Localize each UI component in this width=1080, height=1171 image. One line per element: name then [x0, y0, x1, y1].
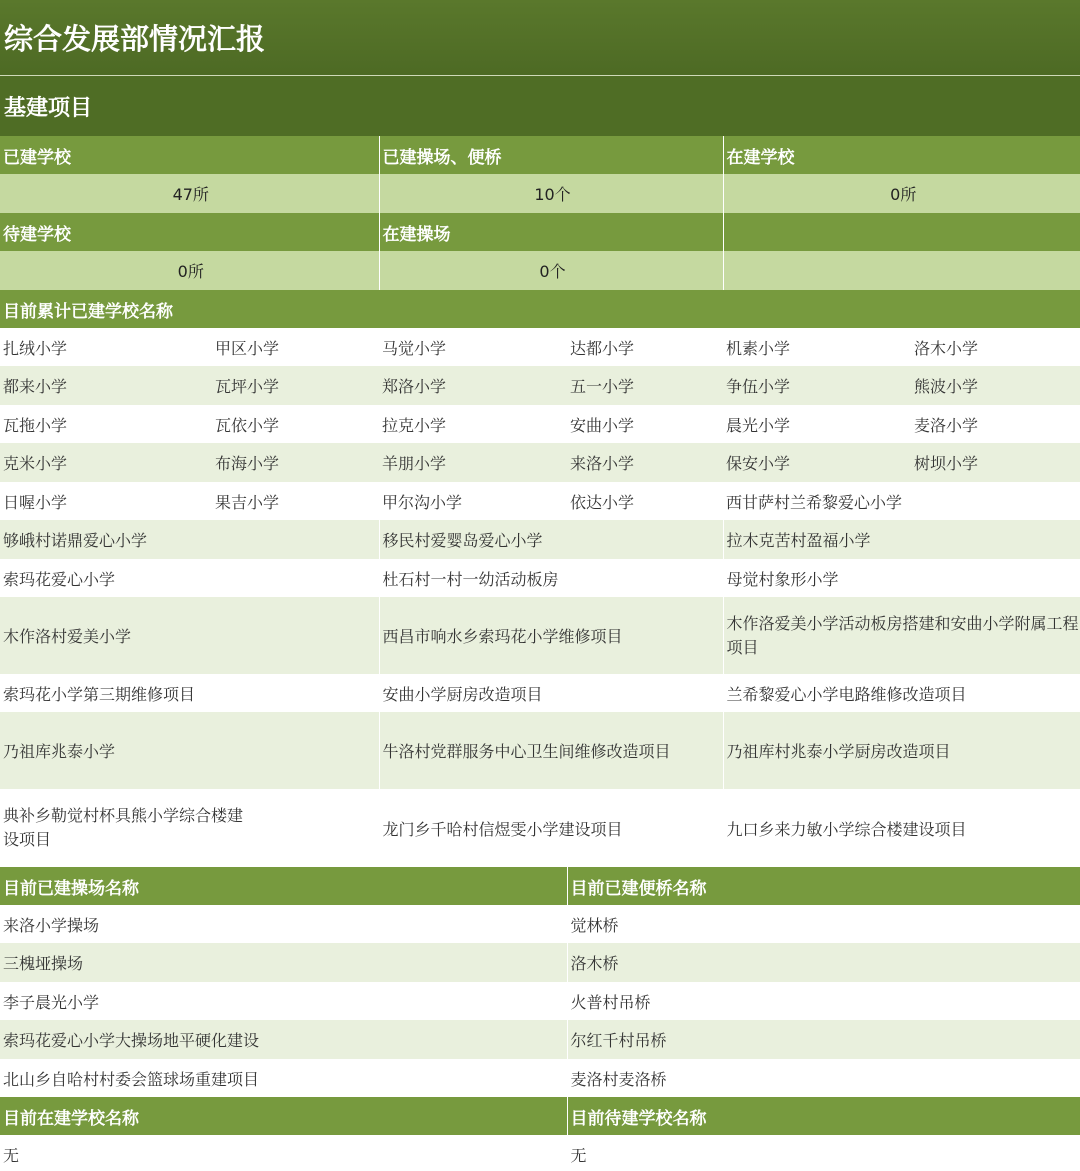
project-cell: 够峨村诺鼎爱心小学	[0, 520, 379, 559]
schools-table	[0, 290, 1080, 520]
playground-cell: 三槐垭操场	[0, 943, 567, 982]
school-cell: 达都小学	[567, 328, 723, 366]
school-cell: 布海小学	[212, 443, 379, 482]
project-cell: 安曲小学厨房改造项目	[379, 674, 723, 712]
summary-value: 47所	[0, 174, 379, 213]
summary-label: 待建学校	[0, 213, 379, 251]
school-cell: 晨光小学	[723, 405, 911, 443]
project-cell: 木作洛村爱美小学	[0, 597, 379, 674]
playground-cell: 来洛小学操场	[0, 905, 567, 943]
schools-heading: 目前累计已建学校名称	[0, 290, 1080, 328]
projects-table	[0, 520, 1080, 867]
bridge-cell: 觉林桥	[567, 905, 1080, 943]
summary-label: 在建操场	[379, 213, 723, 251]
project-cell: 牛洛村党群服务中心卫生间维修改造项目	[379, 712, 723, 789]
school-cell: 安曲小学	[567, 405, 723, 443]
summary-value: 0个	[379, 251, 723, 290]
building-schools-heading: 目前在建学校名称	[0, 1097, 567, 1135]
summary-empty	[723, 251, 1080, 290]
school-cell: 甲区小学	[212, 328, 379, 366]
school-cell: 甲尔沟小学	[379, 482, 567, 520]
bridge-cell: 火普村吊桥	[567, 982, 1080, 1020]
building-schools-value: 无	[0, 1135, 567, 1171]
school-cell: 都来小学	[0, 366, 212, 405]
project-cell: 乃祖库村兆泰小学厨房改造项目	[723, 712, 1080, 789]
section-title: 基建项目	[0, 76, 1080, 136]
school-cell: 保安小学	[723, 443, 911, 482]
school-cell: 依达小学	[567, 482, 723, 520]
school-cell: 树坝小学	[911, 443, 1080, 482]
school-cell: 西甘萨村兰希黎爱心小学	[723, 482, 1080, 520]
school-cell: 羊朋小学	[379, 443, 567, 482]
summary-value: 10个	[379, 174, 723, 213]
playground-cell: 李子晨光小学	[0, 982, 567, 1020]
school-cell: 克米小学	[0, 443, 212, 482]
school-cell: 日喔小学	[0, 482, 212, 520]
school-cell: 洛木小学	[911, 328, 1080, 366]
summary-label: 已建学校	[0, 136, 379, 174]
project-cell: 索玛花爱心小学	[0, 559, 379, 597]
summary-label: 在建学校	[723, 136, 1080, 174]
school-cell: 麦洛小学	[911, 405, 1080, 443]
school-cell: 争伍小学	[723, 366, 911, 405]
project-cell: 龙门乡千哈村信煜雯小学建设项目	[379, 789, 723, 867]
summary-label: 已建操场、便桥	[379, 136, 723, 174]
project-cell: 兰希黎爱心小学电路维修改造项目	[723, 674, 1080, 712]
school-cell: 熊波小学	[911, 366, 1080, 405]
summary-empty	[723, 213, 1080, 251]
school-cell: 扎绒小学	[0, 328, 212, 366]
summary-value: 0所	[0, 251, 379, 290]
school-cell: 瓦拖小学	[0, 405, 212, 443]
school-cell: 马觉小学	[379, 328, 567, 366]
playground-heading: 目前已建操场名称	[0, 867, 567, 905]
bridge-cell: 尔红千村吊桥	[567, 1020, 1080, 1059]
project-cell: 木作洛爱美小学活动板房搭建和安曲小学附属工程项目	[723, 597, 1080, 674]
project-cell: 移民村爱婴岛爱心小学	[379, 520, 723, 559]
school-cell: 瓦依小学	[212, 405, 379, 443]
project-cell: 母觉村象形小学	[723, 559, 1080, 597]
bridge-heading: 目前已建便桥名称	[567, 867, 1080, 905]
school-cell: 机素小学	[723, 328, 911, 366]
school-cell: 五一小学	[567, 366, 723, 405]
project-cell: 杜石村一村一幼活动板房	[379, 559, 723, 597]
playground-cell: 索玛花爱心小学大操场地平硬化建设	[0, 1020, 567, 1059]
project-cell: 九口乡来力敏小学综合楼建设项目	[723, 789, 1080, 867]
bridge-cell: 麦洛村麦洛桥	[567, 1059, 1080, 1097]
bridge-cell: 洛木桥	[567, 943, 1080, 982]
school-cell: 郑洛小学	[379, 366, 567, 405]
summary-value: 0所	[723, 174, 1080, 213]
planned-schools-value: 无	[567, 1135, 1080, 1171]
facilities-table	[0, 867, 1080, 1171]
page-title: 综合发展部情况汇报	[0, 0, 1080, 76]
school-cell: 瓦坪小学	[212, 366, 379, 405]
school-cell: 果吉小学	[212, 482, 379, 520]
school-cell: 拉克小学	[379, 405, 567, 443]
summary-table	[0, 136, 1080, 290]
playground-cell: 北山乡自哈村村委会篮球场重建项目	[0, 1059, 567, 1097]
school-cell: 来洛小学	[567, 443, 723, 482]
project-cell: 拉木克苦村盈福小学	[723, 520, 1080, 559]
project-cell: 乃祖库兆泰小学	[0, 712, 379, 789]
project-cell: 索玛花小学第三期维修项目	[0, 674, 379, 712]
project-cell: 典补乡勒觉村杯具熊小学综合楼建设项目	[0, 789, 379, 867]
planned-schools-heading: 目前待建学校名称	[567, 1097, 1080, 1135]
project-cell: 西昌市响水乡索玛花小学维修项目	[379, 597, 723, 674]
